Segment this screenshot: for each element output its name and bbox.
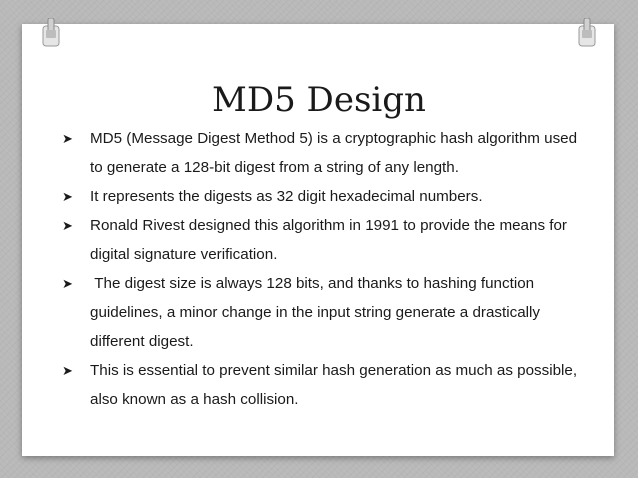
bullet-item: [60, 356, 586, 414]
bullet-item: [60, 211, 586, 269]
pushpin-icon: [576, 18, 598, 50]
bullet-text: The digest size is always 128 bits, and thanks to hashing function guidelines, a minor change in the input string generate a drastically different digest.: [90, 275, 545, 350]
bullet-text: Ronald Rivest designed this algorithm in 1991 to provide the means for digital signature verification.: [90, 217, 567, 263]
arrowhead-bullet-icon: ➤: [62, 189, 73, 204]
arrowhead-bullet-icon: ➤: [62, 276, 73, 291]
bullet-item: [60, 182, 586, 211]
bullet-text: It represents the digests as 32 digit hexadecimal numbers.: [90, 188, 483, 205]
pushpin-icon: [40, 18, 62, 50]
slide-title: MD5 Design: [212, 80, 426, 120]
bullet-text: MD5 (Message Digest Method 5) is a cryptographic hash algorithm used to generate a 128-bit digest from a string of any length.: [90, 130, 578, 176]
bullet-item: [60, 124, 586, 182]
bullet-item: [60, 269, 586, 356]
arrowhead-bullet-icon: ➤: [62, 131, 73, 146]
bullet-text: This is essential to prevent similar hash generation as much as possible, also known as a hash collision.: [90, 362, 578, 408]
arrowhead-bullet-icon: ➤: [62, 218, 73, 233]
arrowhead-bullet-icon: ➤: [62, 363, 73, 378]
bullet-list: [60, 124, 586, 414]
